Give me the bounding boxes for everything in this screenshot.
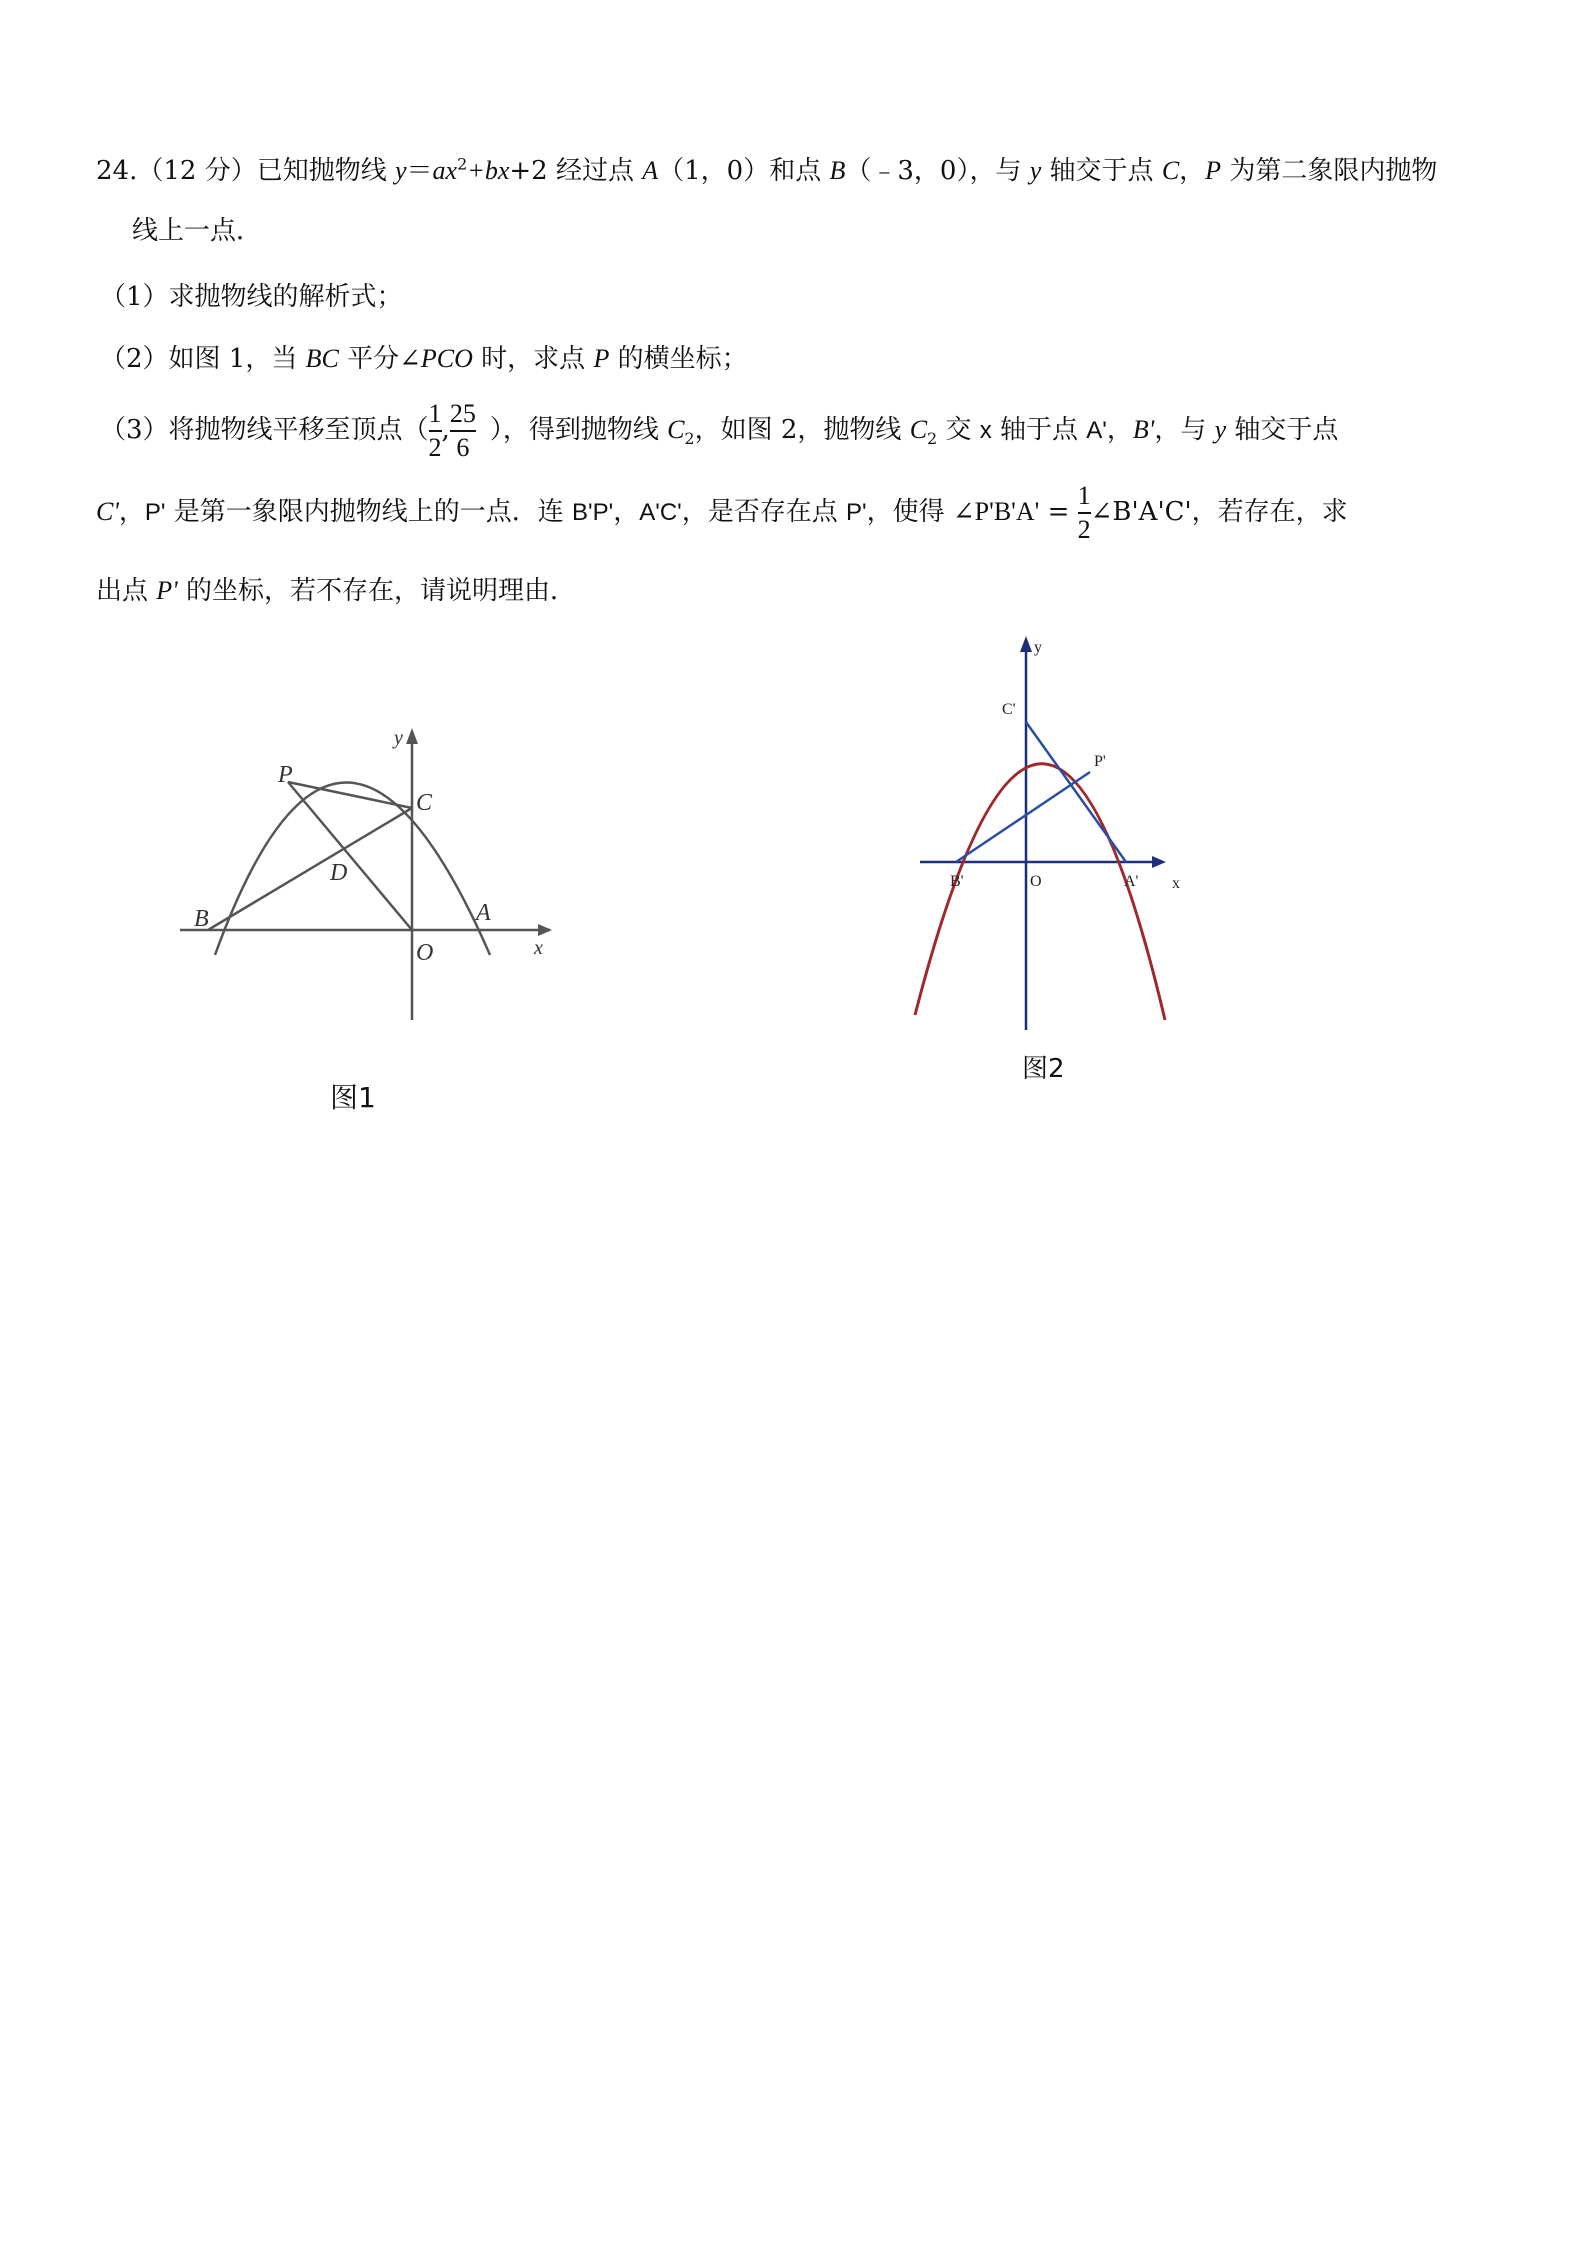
math: P	[1205, 156, 1222, 185]
fraction-one-half	[1078, 480, 1091, 546]
label-y: y	[394, 727, 403, 749]
text: 轴交于点	[1226, 415, 1339, 445]
fraction-25-6	[450, 398, 476, 464]
text: 经过点	[547, 156, 643, 186]
label-c-prime: C'	[1002, 701, 1016, 718]
text: ,	[441, 415, 450, 445]
math: B	[829, 156, 846, 185]
math: A'	[1086, 417, 1107, 444]
label-x: x	[534, 937, 543, 959]
text: （1）求抛物线的解析式；	[100, 282, 403, 312]
text: 轴于点	[991, 415, 1087, 445]
math: 2	[927, 429, 938, 449]
text: 交	[937, 415, 980, 445]
text: 是第一象限内抛物线上的一点．连	[165, 497, 573, 527]
math: A	[642, 156, 659, 185]
math: y	[394, 156, 407, 185]
label-b-prime: B'	[950, 873, 964, 890]
problem-line-2	[132, 214, 262, 248]
math: +2	[509, 156, 548, 186]
math: ∠B'A'C'	[1090, 497, 1192, 527]
math: A'C'	[639, 499, 682, 526]
text: 和点	[769, 156, 830, 186]
math: B'	[1132, 415, 1155, 444]
segment-c-a	[1026, 722, 1126, 862]
text: 轴交于点	[1041, 156, 1162, 186]
numerator: 1	[428, 399, 442, 428]
text: 出点	[96, 576, 157, 606]
text: ，	[1106, 415, 1133, 445]
label-o: O	[1030, 873, 1042, 890]
text: ，若存在，求	[1191, 497, 1348, 527]
text: ，	[118, 497, 145, 527]
question-2	[100, 342, 748, 376]
text: ），得到抛物线	[489, 415, 668, 445]
text: 的坐标，若不存在，请说明理由．	[177, 576, 576, 606]
text: 已知抛物线	[256, 156, 395, 186]
denominator: 2	[1078, 512, 1091, 546]
math: ＝	[406, 156, 433, 186]
x-axis-arrow	[538, 924, 552, 936]
math: C'	[96, 497, 119, 526]
figure-2	[900, 630, 1240, 1040]
text: 平分	[338, 344, 400, 374]
figure-2-caption: 图2	[1022, 1054, 1065, 1084]
figure-1-caption: 图1	[330, 1081, 376, 1114]
text: 与	[995, 156, 1030, 186]
math: P'	[846, 499, 867, 526]
math: BC	[305, 344, 339, 373]
math: 2	[457, 154, 468, 174]
question-3-line-1	[100, 392, 1338, 469]
text: 为第二象限内抛物	[1221, 156, 1438, 186]
math: y	[1029, 156, 1042, 185]
numerator: 1	[1077, 481, 1091, 510]
label-x: x	[1172, 875, 1180, 892]
label-c: C	[416, 790, 433, 816]
question-3-line-2	[96, 474, 1348, 551]
question-3-line-3	[96, 574, 576, 608]
math: P'	[144, 499, 166, 526]
math: 2	[684, 429, 695, 449]
text: （2）如图 1，当	[100, 344, 306, 374]
segment-bc	[208, 808, 412, 930]
text: 的横坐标；	[609, 344, 748, 374]
problem-line-1	[96, 154, 1437, 188]
text: ，	[613, 497, 640, 527]
denominator: 2	[429, 430, 442, 464]
math: P'	[156, 576, 178, 605]
x-axis-arrow	[1152, 856, 1166, 868]
y-axis-arrow	[1020, 636, 1032, 652]
problem-score: （12 分）	[137, 156, 257, 186]
label-y: y	[1034, 639, 1042, 656]
math: y	[1214, 415, 1227, 444]
math: +bx	[467, 156, 510, 185]
math: ∠PCO	[399, 344, 473, 373]
question-1	[100, 280, 403, 314]
y-axis-arrow	[406, 728, 418, 744]
math: P	[593, 344, 610, 373]
label-p: P	[278, 762, 293, 788]
math: ax	[432, 156, 458, 185]
math: x	[979, 417, 992, 444]
math: ∠P'B'A'	[952, 497, 1040, 526]
parabola-c2	[915, 764, 1165, 1020]
text: ，与	[1154, 415, 1215, 445]
math: C	[1161, 156, 1180, 185]
text: 时，求点	[472, 344, 594, 374]
figure-1	[160, 720, 580, 1040]
label-p-prime: P'	[1094, 753, 1106, 770]
text: ，	[1179, 156, 1206, 186]
label-o: O	[416, 940, 434, 966]
label-a-prime: A'	[1124, 873, 1139, 890]
label-b: B	[194, 906, 209, 932]
label-d: D	[330, 860, 348, 886]
math: B'P'	[572, 499, 614, 526]
text: 线上一点．	[132, 216, 263, 246]
problem-number: 24.	[96, 156, 138, 186]
text: ，是否存在点	[681, 497, 847, 527]
fraction-one-half	[429, 398, 442, 464]
text: ，如图 2，抛物线	[694, 415, 910, 445]
numerator: 25	[449, 399, 476, 428]
label-a: A	[476, 900, 491, 926]
math: C	[667, 415, 685, 444]
math: C	[909, 415, 928, 444]
text: （﹣3，0），	[845, 156, 996, 186]
denominator: 6	[450, 430, 476, 464]
text: ，使得	[866, 497, 953, 527]
text: （1，0）	[658, 156, 770, 186]
text: （3）将抛物线平移至顶点（	[100, 415, 429, 445]
math: =	[1039, 497, 1078, 527]
